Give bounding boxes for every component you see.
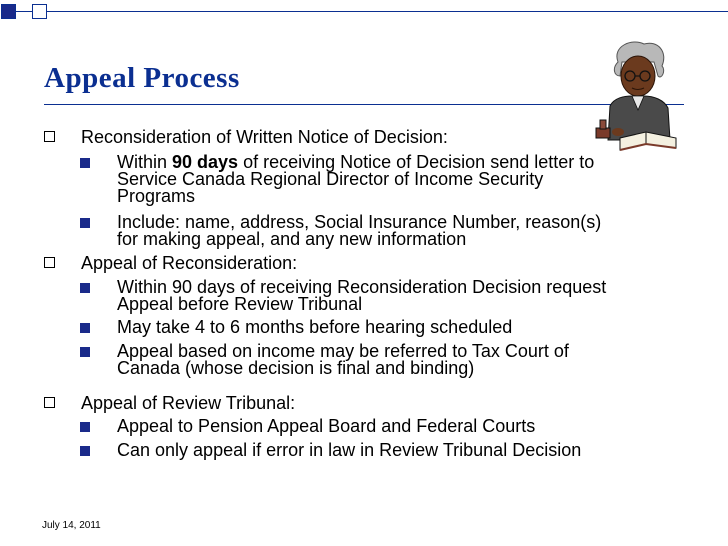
decor-line bbox=[16, 11, 32, 12]
hollow-square-bullet-icon bbox=[44, 257, 55, 268]
square-bullet-icon bbox=[80, 446, 90, 456]
hollow-square-bullet-icon bbox=[44, 131, 55, 142]
square-bullet-icon bbox=[80, 323, 90, 333]
square-bullet-icon bbox=[80, 422, 90, 432]
square-bullet-icon bbox=[80, 283, 90, 293]
square-bullet-icon bbox=[80, 158, 90, 168]
decor-square-filled bbox=[1, 4, 16, 19]
decor-line bbox=[47, 11, 728, 12]
decor-square bbox=[32, 4, 47, 19]
slide-title: Appeal Process bbox=[44, 62, 240, 94]
square-bullet-icon bbox=[80, 218, 90, 228]
square-bullet-icon bbox=[80, 347, 90, 357]
hollow-square-bullet-icon bbox=[44, 397, 55, 408]
top-decoration-bar bbox=[0, 0, 728, 24]
footer-date: July 14, 2011 bbox=[42, 520, 101, 531]
woman-reading-book-clipart-icon bbox=[588, 40, 686, 152]
